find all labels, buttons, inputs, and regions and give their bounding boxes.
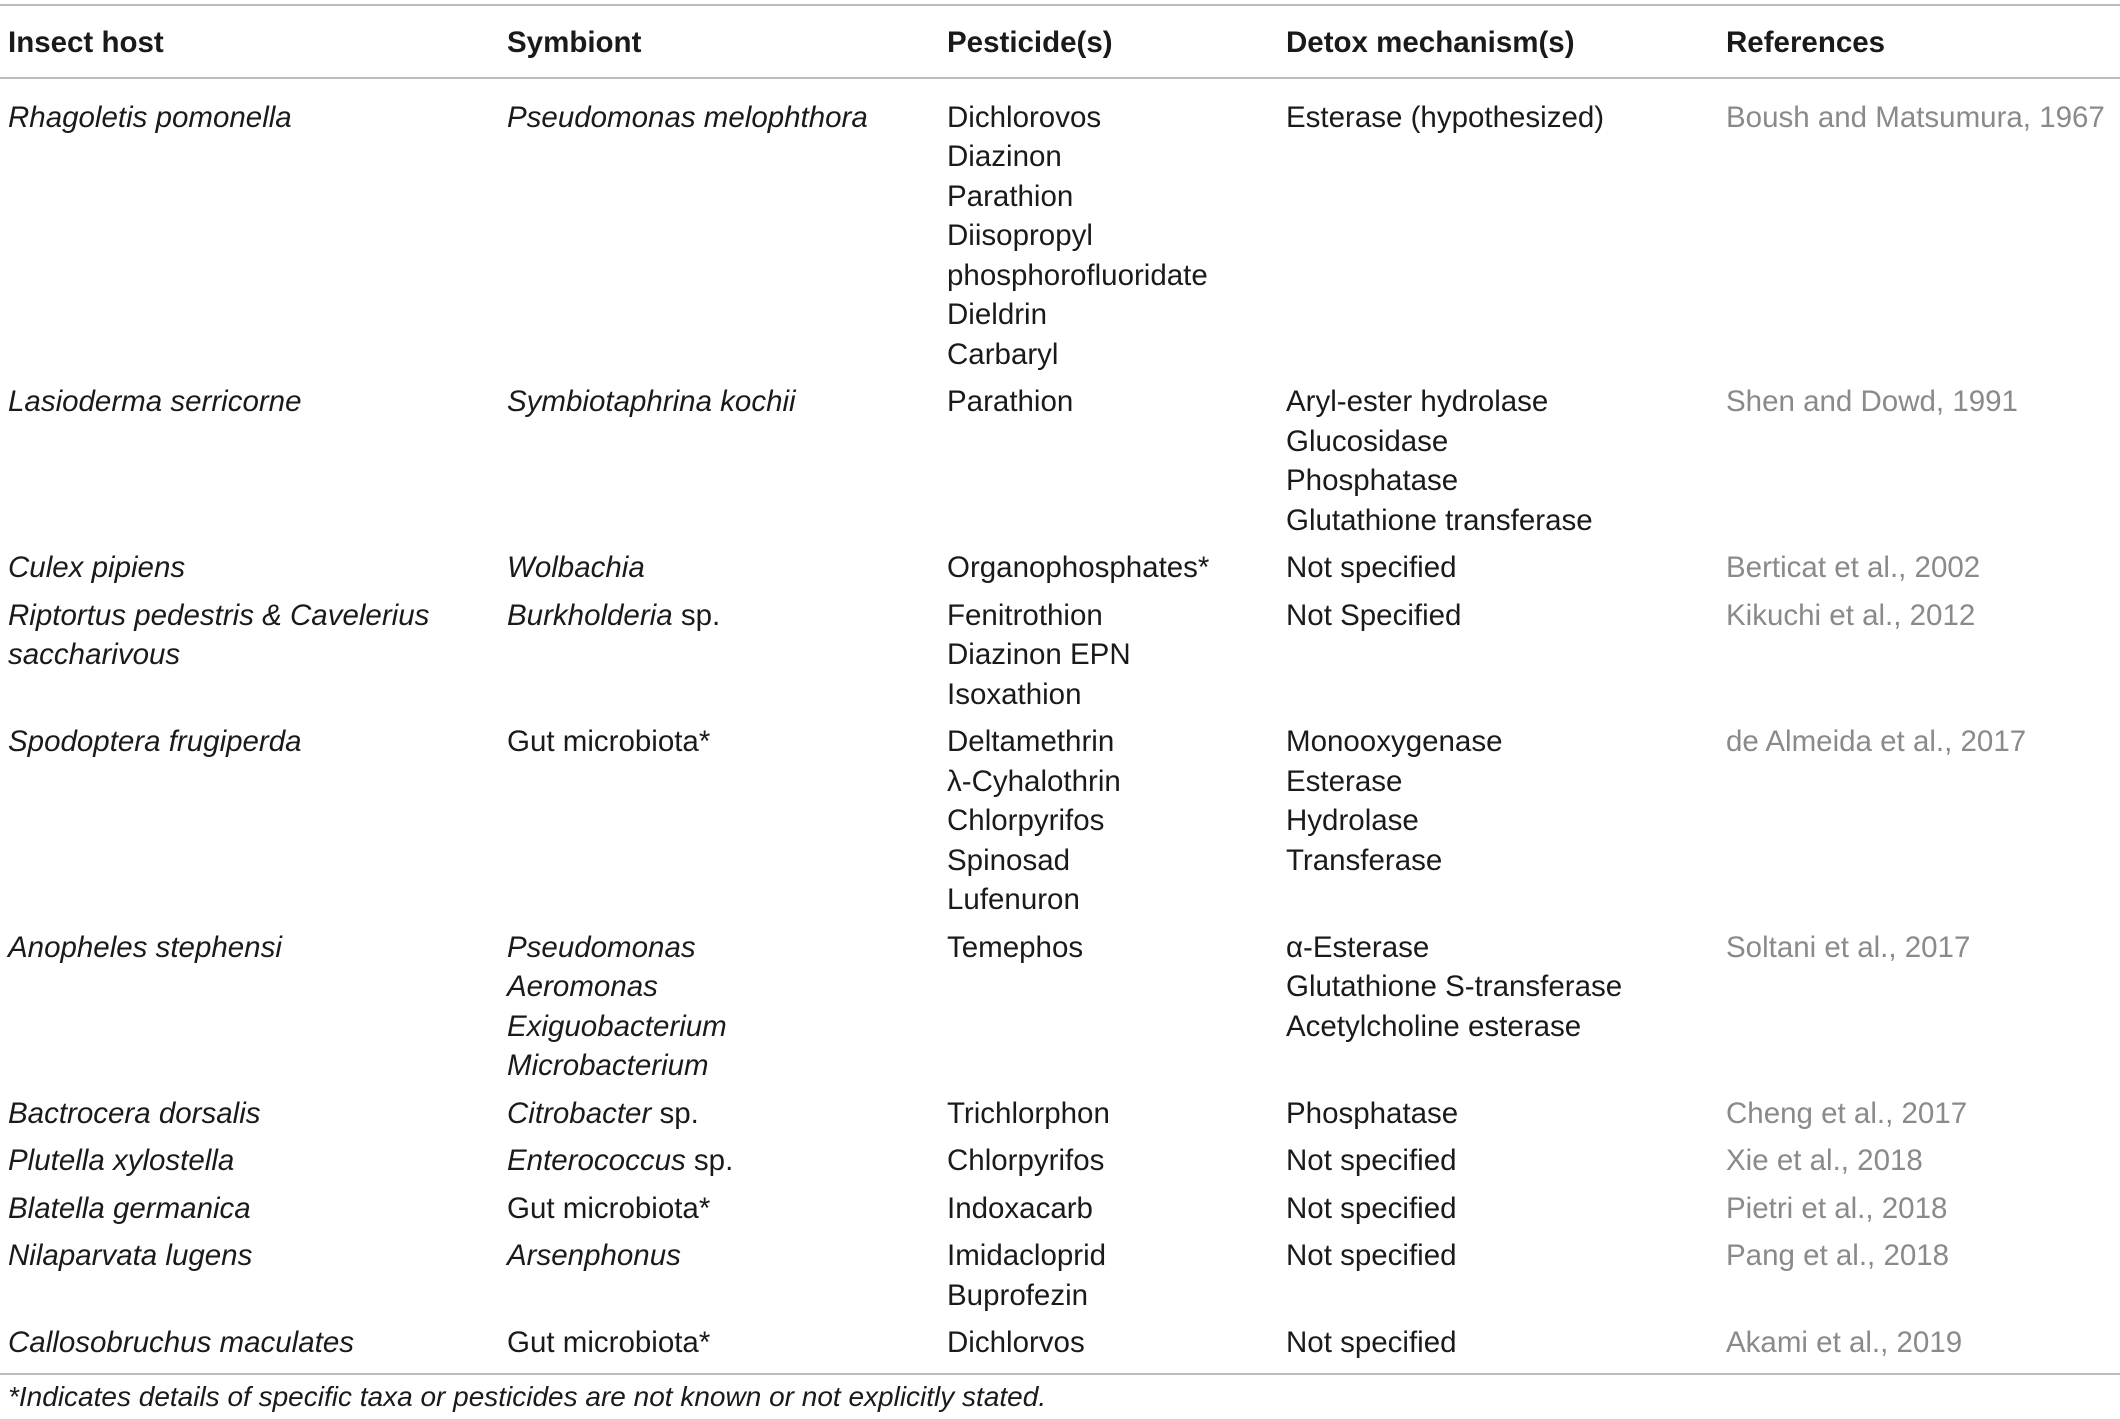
pesticide-item: Fenitrothion — [947, 598, 1103, 632]
cell-reference-link[interactable]: Akami et al., 2019 — [1726, 1326, 1963, 1359]
pesticide-item: Isoxathion — [947, 677, 1082, 711]
cell-pesticides — [939, 1141, 1278, 1189]
cell-pesticides — [939, 722, 1278, 928]
header-detox-mechanisms: Detox mechanism(s) — [1286, 26, 1575, 59]
pesticide-item: Organophosphates* — [947, 551, 1210, 584]
mechanism-item: Phosphatase — [1286, 1096, 1459, 1130]
table-body — [0, 78, 2120, 1374]
cell-detox-mechanisms — [1278, 1141, 1718, 1189]
symbiont-line — [507, 98, 939, 138]
mechanism-item: Not Specified — [1286, 598, 1462, 632]
symbiont-qualifier: Gut microbiota* — [507, 1191, 711, 1225]
cell-insect-host: Plutella xylostella — [8, 1144, 235, 1177]
pesticide-item: Temephos — [947, 930, 1084, 964]
cell-insect-host: Lasioderma serricorne — [8, 385, 302, 418]
cell-symbiont — [499, 1236, 939, 1323]
pesticide-item: Parathion — [947, 179, 1074, 213]
cell-insect-host: Bactrocera dorsalis — [8, 1096, 261, 1130]
table-row — [0, 722, 2120, 928]
symbiont-line — [507, 382, 939, 422]
mechanism-item: Glutathione transferase — [1286, 503, 1593, 537]
pesticide-item: Trichlorphon — [947, 1096, 1110, 1130]
pesticide-item: phosphorofluoridate — [947, 258, 1208, 292]
cell-symbiont — [499, 548, 939, 596]
cell-detox-mechanisms — [1278, 722, 1718, 928]
table-row — [0, 1094, 2120, 1142]
cell-detox-mechanisms — [1278, 1094, 1718, 1142]
symbiont-taxon: Pseudomonas melophthora — [507, 100, 868, 134]
cell-insect-host: Riptortus pedestris & Cavelerius saccharivous — [8, 598, 430, 671]
cell-pesticides — [939, 1323, 1278, 1374]
cell-pesticides — [939, 1236, 1278, 1323]
symbiont-qualifier: sp. — [685, 1144, 734, 1177]
cell-reference-link[interactable]: Boush and Matsumura, 1967 — [1726, 100, 2105, 134]
cell-detox-mechanisms — [1278, 548, 1718, 596]
cell-symbiont — [499, 382, 939, 548]
symbiont-taxon: Wolbachia — [507, 551, 645, 584]
pesticide-item: Imidacloprid — [947, 1239, 1107, 1272]
pesticide-item: Lufenuron — [947, 883, 1080, 916]
cell-pesticides — [939, 382, 1278, 548]
symbiont-taxon: Arsenphonus — [507, 1239, 681, 1272]
mechanism-item: Esterase — [1286, 764, 1403, 798]
table-row — [0, 382, 2120, 548]
header-insect-host: Insect host — [8, 26, 164, 59]
pesticide-item: Buprofezin — [947, 1278, 1089, 1312]
cell-pesticides — [939, 78, 1278, 383]
pesticide-item: Deltamethrin — [947, 725, 1115, 758]
table-row — [0, 1189, 2120, 1237]
symbiont-taxon: Aeromonas — [507, 970, 658, 1003]
cell-symbiont — [499, 722, 939, 928]
cell-detox-mechanisms — [1278, 1236, 1718, 1323]
cell-pesticides — [939, 1189, 1278, 1237]
mechanism-item: Glucosidase — [1286, 424, 1449, 458]
symbiont-taxon: Enterococcus — [507, 1144, 686, 1177]
cell-pesticides — [939, 596, 1278, 723]
cell-symbiont — [499, 928, 939, 1094]
cell-insect-host: Callosobruchus maculates — [8, 1326, 354, 1359]
pesticide-item: Diisopropyl — [947, 219, 1093, 252]
mechanism-item: α-Esterase — [1286, 930, 1430, 964]
cell-symbiont — [499, 596, 939, 723]
cell-detox-mechanisms — [1278, 78, 1718, 383]
pesticide-item: λ-Cyhalothrin — [947, 764, 1121, 798]
table-row — [0, 596, 2120, 723]
symbiont-line — [507, 1046, 939, 1086]
mechanism-item: Not specified — [1286, 1239, 1457, 1272]
symbiont-qualifier: Gut microbiota* — [507, 725, 711, 758]
pesticide-item: Indoxacarb — [947, 1191, 1093, 1225]
mechanism-item: Not specified — [1286, 1191, 1457, 1225]
cell-insect-host: Spodoptera frugiperda — [8, 725, 302, 758]
cell-detox-mechanisms — [1278, 382, 1718, 548]
symbiont-line — [507, 1141, 939, 1181]
cell-reference-link[interactable]: Soltani et al., 2017 — [1726, 930, 1971, 964]
mechanism-item: Phosphatase — [1286, 464, 1459, 497]
cell-reference-link[interactable]: Berticat et al., 2002 — [1726, 551, 1981, 584]
cell-reference-link[interactable]: Shen and Dowd, 1991 — [1726, 385, 2018, 418]
cell-detox-mechanisms — [1278, 596, 1718, 723]
cell-detox-mechanisms — [1278, 1189, 1718, 1237]
header-pesticides: Pesticide(s) — [947, 26, 1113, 59]
cell-reference-link[interactable]: Pang et al., 2018 — [1726, 1239, 1950, 1272]
mechanism-item: Acetylcholine esterase — [1286, 1009, 1582, 1043]
cell-pesticides — [939, 928, 1278, 1094]
symbiont-taxon: Exiguobacterium — [507, 1009, 727, 1043]
symbiont-taxon: Burkholderia — [507, 598, 673, 632]
cell-insect-host: Culex pipiens — [8, 551, 186, 584]
symbiont-line — [507, 722, 939, 762]
pesticide-item: Dichlorvos — [947, 1326, 1085, 1359]
symbiont-line — [507, 1236, 939, 1276]
pesticide-item: Spinosad — [947, 843, 1071, 877]
cell-insect-host: Rhagoletis pomonella — [8, 100, 292, 134]
header-references: References — [1726, 26, 1886, 59]
table-footnote: *Indicates details of specific taxa or pesticides are not known or not explicitly stated. — [8, 1381, 1047, 1412]
symbiont-qualifier: Gut microbiota* — [507, 1326, 711, 1359]
table-row — [0, 548, 2120, 596]
table-row — [0, 1141, 2120, 1189]
cell-pesticides — [939, 548, 1278, 596]
cell-insect-host: Nilaparvata lugens — [8, 1239, 253, 1272]
table-header — [0, 5, 2120, 78]
pesticide-item: Parathion — [947, 385, 1074, 418]
pesticide-item: Carbaryl — [947, 337, 1059, 371]
cell-reference-link[interactable]: Kikuchi et al., 2012 — [1726, 598, 1976, 632]
table-row — [0, 1236, 2120, 1323]
pesticide-item: Diazinon — [947, 140, 1062, 173]
mechanism-item: Hydrolase — [1286, 804, 1419, 837]
symbiont-qualifier: sp. — [651, 1096, 699, 1130]
mechanism-item: Glutathione S-transferase — [1286, 970, 1623, 1003]
symbiont-pesticide-table — [0, 4, 2120, 1375]
symbiont-line — [507, 967, 939, 1007]
header-symbiont: Symbiont — [507, 26, 642, 59]
cell-insect-host: Blatella germanica — [8, 1191, 251, 1225]
mechanism-item: Not specified — [1286, 551, 1457, 584]
symbiont-line — [507, 548, 939, 588]
symbiont-qualifier: sp. — [672, 598, 721, 632]
table-row — [0, 928, 2120, 1094]
symbiont-line — [507, 1189, 939, 1229]
cell-reference-link[interactable]: Pietri et al., 2018 — [1726, 1191, 1948, 1225]
symbiont-taxon: Microbacterium — [507, 1049, 709, 1082]
symbiont-line — [507, 928, 939, 968]
cell-detox-mechanisms — [1278, 928, 1718, 1094]
table-row — [0, 1323, 2120, 1374]
mechanism-item: Esterase (hypothesized) — [1286, 100, 1605, 134]
table-row — [0, 78, 2120, 383]
cell-pesticides — [939, 1094, 1278, 1142]
symbiont-line — [507, 1094, 939, 1134]
cell-symbiont — [499, 1323, 939, 1374]
symbiont-taxon: Symbiotaphrina kochii — [507, 385, 796, 418]
mechanism-item: Not specified — [1286, 1326, 1457, 1359]
symbiont-line — [507, 596, 939, 636]
mechanism-item: Aryl-ester hydrolase — [1286, 385, 1549, 418]
header-row — [0, 5, 2120, 78]
cell-symbiont — [499, 1141, 939, 1189]
cell-reference-link[interactable]: Xie et al., 2018 — [1726, 1144, 1923, 1177]
symbiont-line — [507, 1323, 939, 1363]
pesticide-item: Dichlorovos — [947, 100, 1102, 134]
cell-symbiont — [499, 1094, 939, 1142]
cell-detox-mechanisms — [1278, 1323, 1718, 1374]
cell-reference-link[interactable]: de Almeida et al., 2017 — [1726, 725, 2027, 758]
pesticide-item: Diazinon EPN — [947, 638, 1131, 671]
cell-insect-host: Anopheles stephensi — [8, 930, 282, 964]
pesticide-item: Chlorpyrifos — [947, 804, 1105, 837]
cell-reference-link[interactable]: Cheng et al., 2017 — [1726, 1096, 1968, 1130]
mechanism-item: Not specified — [1286, 1144, 1457, 1177]
symbiont-taxon: Pseudomonas — [507, 930, 696, 964]
pesticide-item: Dieldrin — [947, 298, 1048, 331]
pesticide-item: Chlorpyrifos — [947, 1144, 1105, 1177]
mechanism-item: Monooxygenase — [1286, 725, 1503, 758]
mechanism-item: Transferase — [1286, 843, 1443, 877]
cell-symbiont — [499, 78, 939, 383]
symbiont-line — [507, 1007, 939, 1047]
cell-symbiont — [499, 1189, 939, 1237]
symbiont-taxon: Citrobacter — [507, 1096, 652, 1130]
